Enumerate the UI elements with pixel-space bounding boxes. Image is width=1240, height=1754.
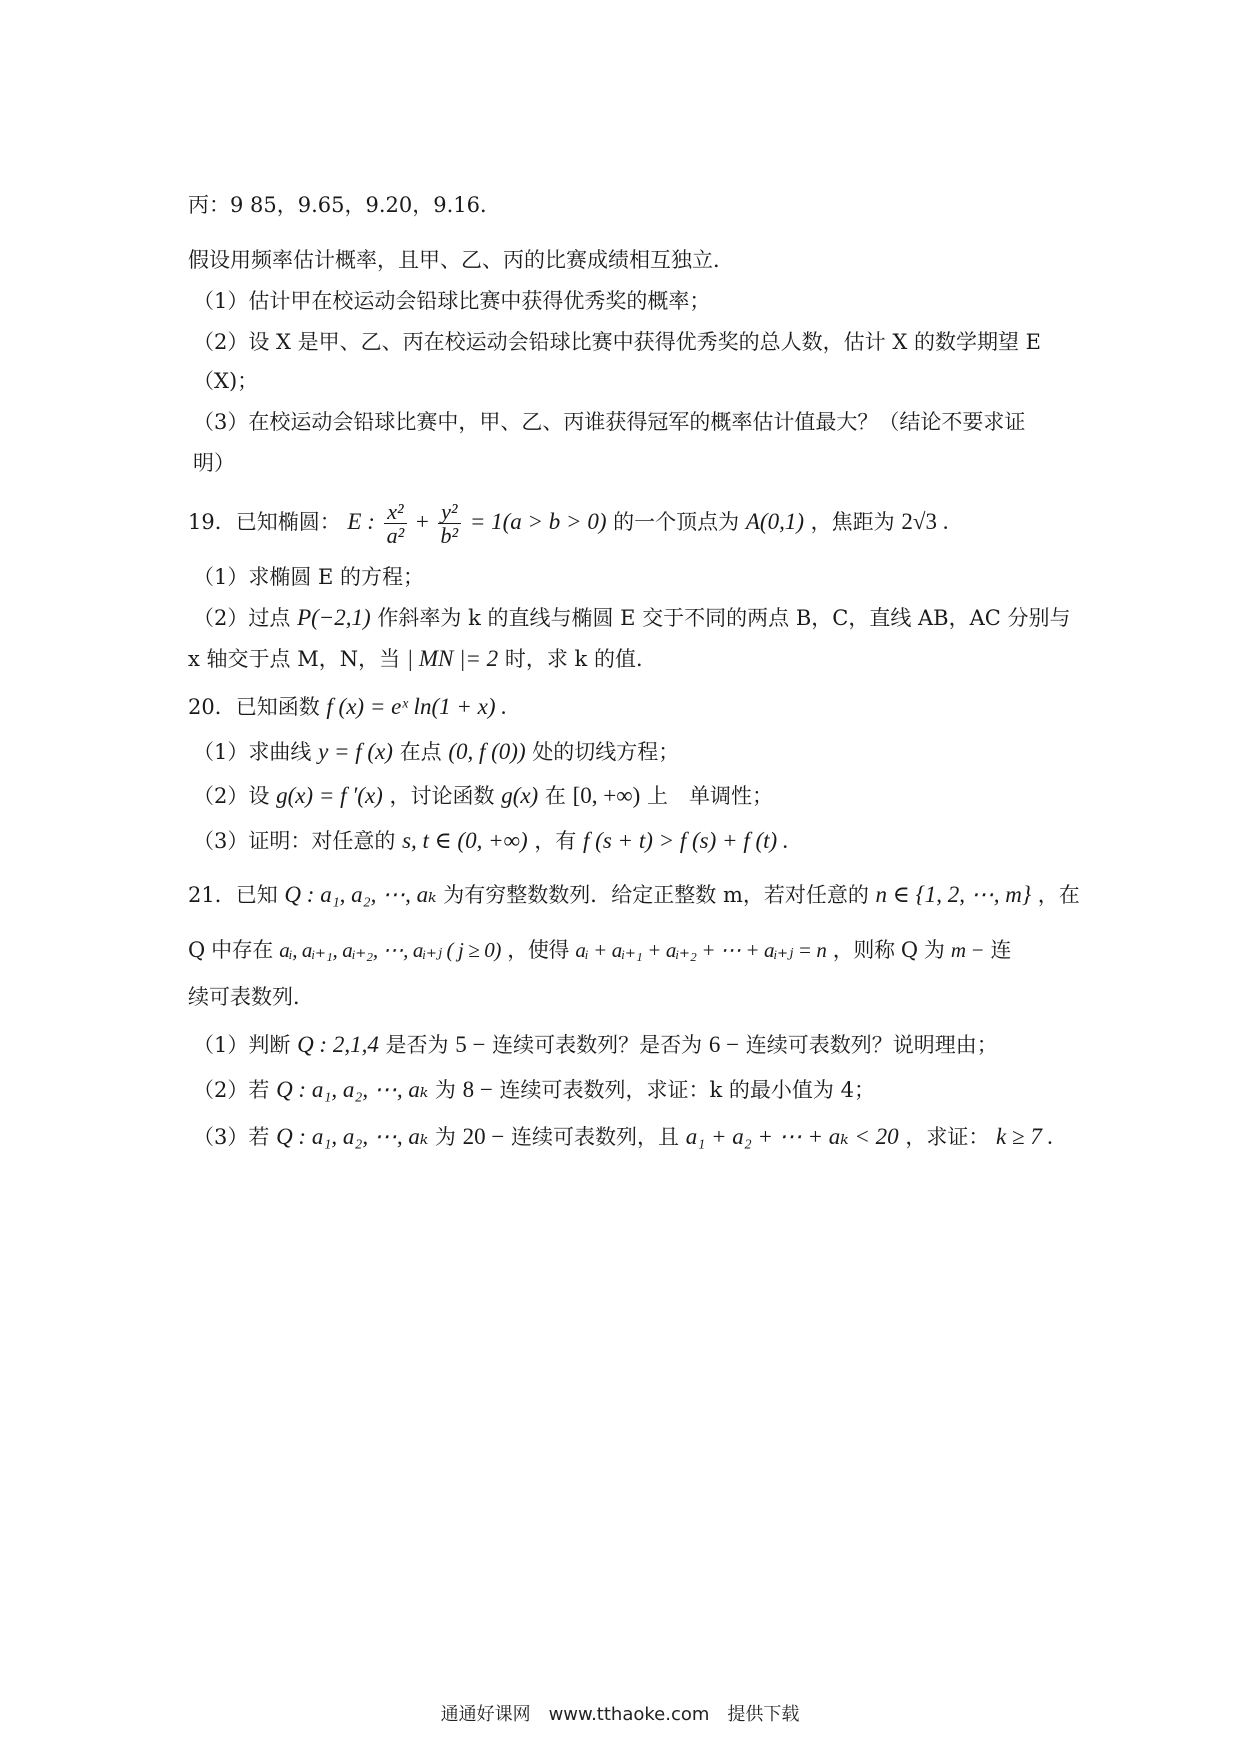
text: 20．已知函数 [188, 695, 320, 719]
text: 连续可表数列，求证：k 的最小值为 4； [499, 1078, 875, 1102]
text-line: 明） [193, 451, 235, 475]
text-line [188, 935, 1060, 965]
math-q-example: Q : 2,1,4 [297, 1032, 379, 1057]
text: 在 [544, 784, 566, 808]
math-sum-lt: a₁ + a₂ + ⋯ + aₖ < 20 [685, 1124, 899, 1149]
text: （3）若 [193, 1125, 270, 1149]
text: 时，求 k 的值． [504, 647, 657, 671]
math-k-ge: k ≥ 7 . [996, 1124, 1054, 1149]
text-line [193, 1122, 1060, 1152]
question-21 [188, 880, 1080, 910]
text: Q 中存在 [188, 938, 273, 962]
text: 19．已知椭圆： [188, 510, 341, 535]
fraction-y [438, 500, 462, 547]
math-focal-length: 2√3 . [901, 509, 949, 535]
math-sum: aᵢ + aᵢ₊₁ + aᵢ₊₂ + ⋯ + aᵢ₊ⱼ = n [575, 938, 827, 962]
math-twenty: 20 − [462, 1124, 505, 1149]
math-n-set: n ∈ {1, 2, ⋯, m} [875, 882, 1032, 907]
text-line: （1）估计甲在校运动会铅球比赛中获得优秀奖的概率； [193, 289, 711, 313]
math-sequence-q: Q : a₁, a₂, ⋯, aₖ [284, 882, 437, 907]
question-19 [188, 500, 1060, 547]
text: 上 单调性； [646, 784, 773, 808]
text-line: （3）在校运动会铅球比赛中，甲、乙、丙谁获得冠军的概率估计值最大？（结论不要求证 [193, 410, 1026, 434]
denominator: a² [386, 523, 405, 549]
math-g-def: g(x) = f ′(x) [276, 783, 383, 808]
text: ，有 [534, 829, 577, 853]
text: （3）证明：对任意的 [193, 829, 396, 853]
text-line [193, 1075, 1060, 1105]
text: 为 [434, 1078, 456, 1102]
math-inequality: f (s + t) > f (s) + f (t) . [583, 828, 789, 853]
text-line [193, 781, 1060, 811]
text-line [193, 603, 1071, 633]
text: （2）若 [193, 1078, 270, 1102]
text: ，在 [1037, 883, 1080, 907]
text-line [193, 826, 1060, 856]
math-point-a: A(0,1) [745, 509, 804, 535]
text: 是否为 [385, 1033, 449, 1057]
text: （1）判断 [193, 1033, 291, 1057]
text-line [188, 644, 1060, 674]
page-footer: 通通好课网 www.tthaoke.com 提供下载 [440, 1704, 800, 1725]
text-line [193, 1030, 1060, 1060]
text-line: 丙：9 85，9.65，9.20，9.16． [188, 193, 502, 217]
text: 处的切线方程； [532, 740, 680, 764]
math-plus: + [415, 509, 429, 535]
text: （2）过点 [193, 606, 291, 630]
math-curve: y = f (x) [318, 739, 393, 764]
text-line [193, 737, 1060, 767]
text: ，使得 [507, 938, 570, 962]
text: 在点 [399, 740, 442, 764]
text-line: 假设用频率估计概率，且甲、乙、丙的比赛成绩相互独立． [188, 248, 734, 272]
math-m: m − [950, 938, 985, 962]
text: 连续可表数列？说明理由； [745, 1033, 998, 1057]
math-point-p: P(−2,1) [297, 605, 371, 630]
math-mn: | MN |= 2 [406, 646, 499, 671]
text: ，则称 Q 为 [832, 938, 945, 962]
text: 为 [434, 1125, 456, 1149]
text-line: （2）设 X 是甲、乙、丙在校运动会铅球比赛中获得优秀奖的总人数，估计 X 的数学期望 E [193, 330, 1041, 354]
math-subsequence: aᵢ, aᵢ₊₁, aᵢ₊₂, ⋯, aᵢ₊ⱼ ( j ≥ 0) [279, 938, 501, 962]
math-equation: = 1(a > b > 0) [469, 509, 607, 535]
numerator: x² [384, 500, 406, 524]
text: 连续可表数列？是否为 [492, 1033, 703, 1057]
fraction-x [384, 500, 408, 547]
text: （1）求曲线 [193, 740, 312, 764]
text: （2）设 [193, 784, 270, 808]
text: 的一个顶点为 [613, 510, 740, 535]
math-g: g(x) [501, 783, 539, 808]
math-function-f: f (x) = eˣ ln(1 + x) . [326, 694, 507, 719]
text: 连 [990, 938, 1012, 962]
math-eight: 8 − [462, 1077, 493, 1102]
text: x 轴交于点 M，N，当 [188, 647, 401, 671]
math-sequence-q: Q : a₁, a₂, ⋯, aₖ [276, 1077, 429, 1102]
text: 21．已知 [188, 883, 278, 907]
question-20 [188, 692, 1060, 722]
math-ellipse-label: E : [347, 509, 375, 535]
text: 连续可表数列，且 [511, 1125, 680, 1149]
text-line: （X)； [193, 369, 259, 393]
math-interval: [0, +∞) [572, 783, 641, 808]
math-sequence-q: Q : a₁, a₂, ⋯, aₖ [276, 1124, 429, 1149]
text: 作斜率为 k 的直线与椭圆 E 交于不同的两点 B，C，直线 AB，AC 分别与 [377, 606, 1071, 630]
numerator: y² [438, 500, 460, 524]
math-st: s, t ∈ (0, +∞) [402, 828, 528, 853]
text: 为有穷整数数列．给定正整数 m，若对任意的 [443, 883, 869, 907]
text: ，讨论函数 [389, 784, 495, 808]
math-five: 5 − [455, 1032, 486, 1057]
text-line: 续可表数列． [188, 985, 314, 1009]
text-line: （1）求椭圆 E 的方程； [193, 565, 425, 589]
denominator: b² [440, 523, 459, 549]
math-point: (0, f (0)) [448, 739, 526, 764]
text: ，焦距为 [810, 510, 895, 535]
math-six: 6 − [708, 1032, 740, 1057]
text: ，求证： [905, 1125, 990, 1149]
